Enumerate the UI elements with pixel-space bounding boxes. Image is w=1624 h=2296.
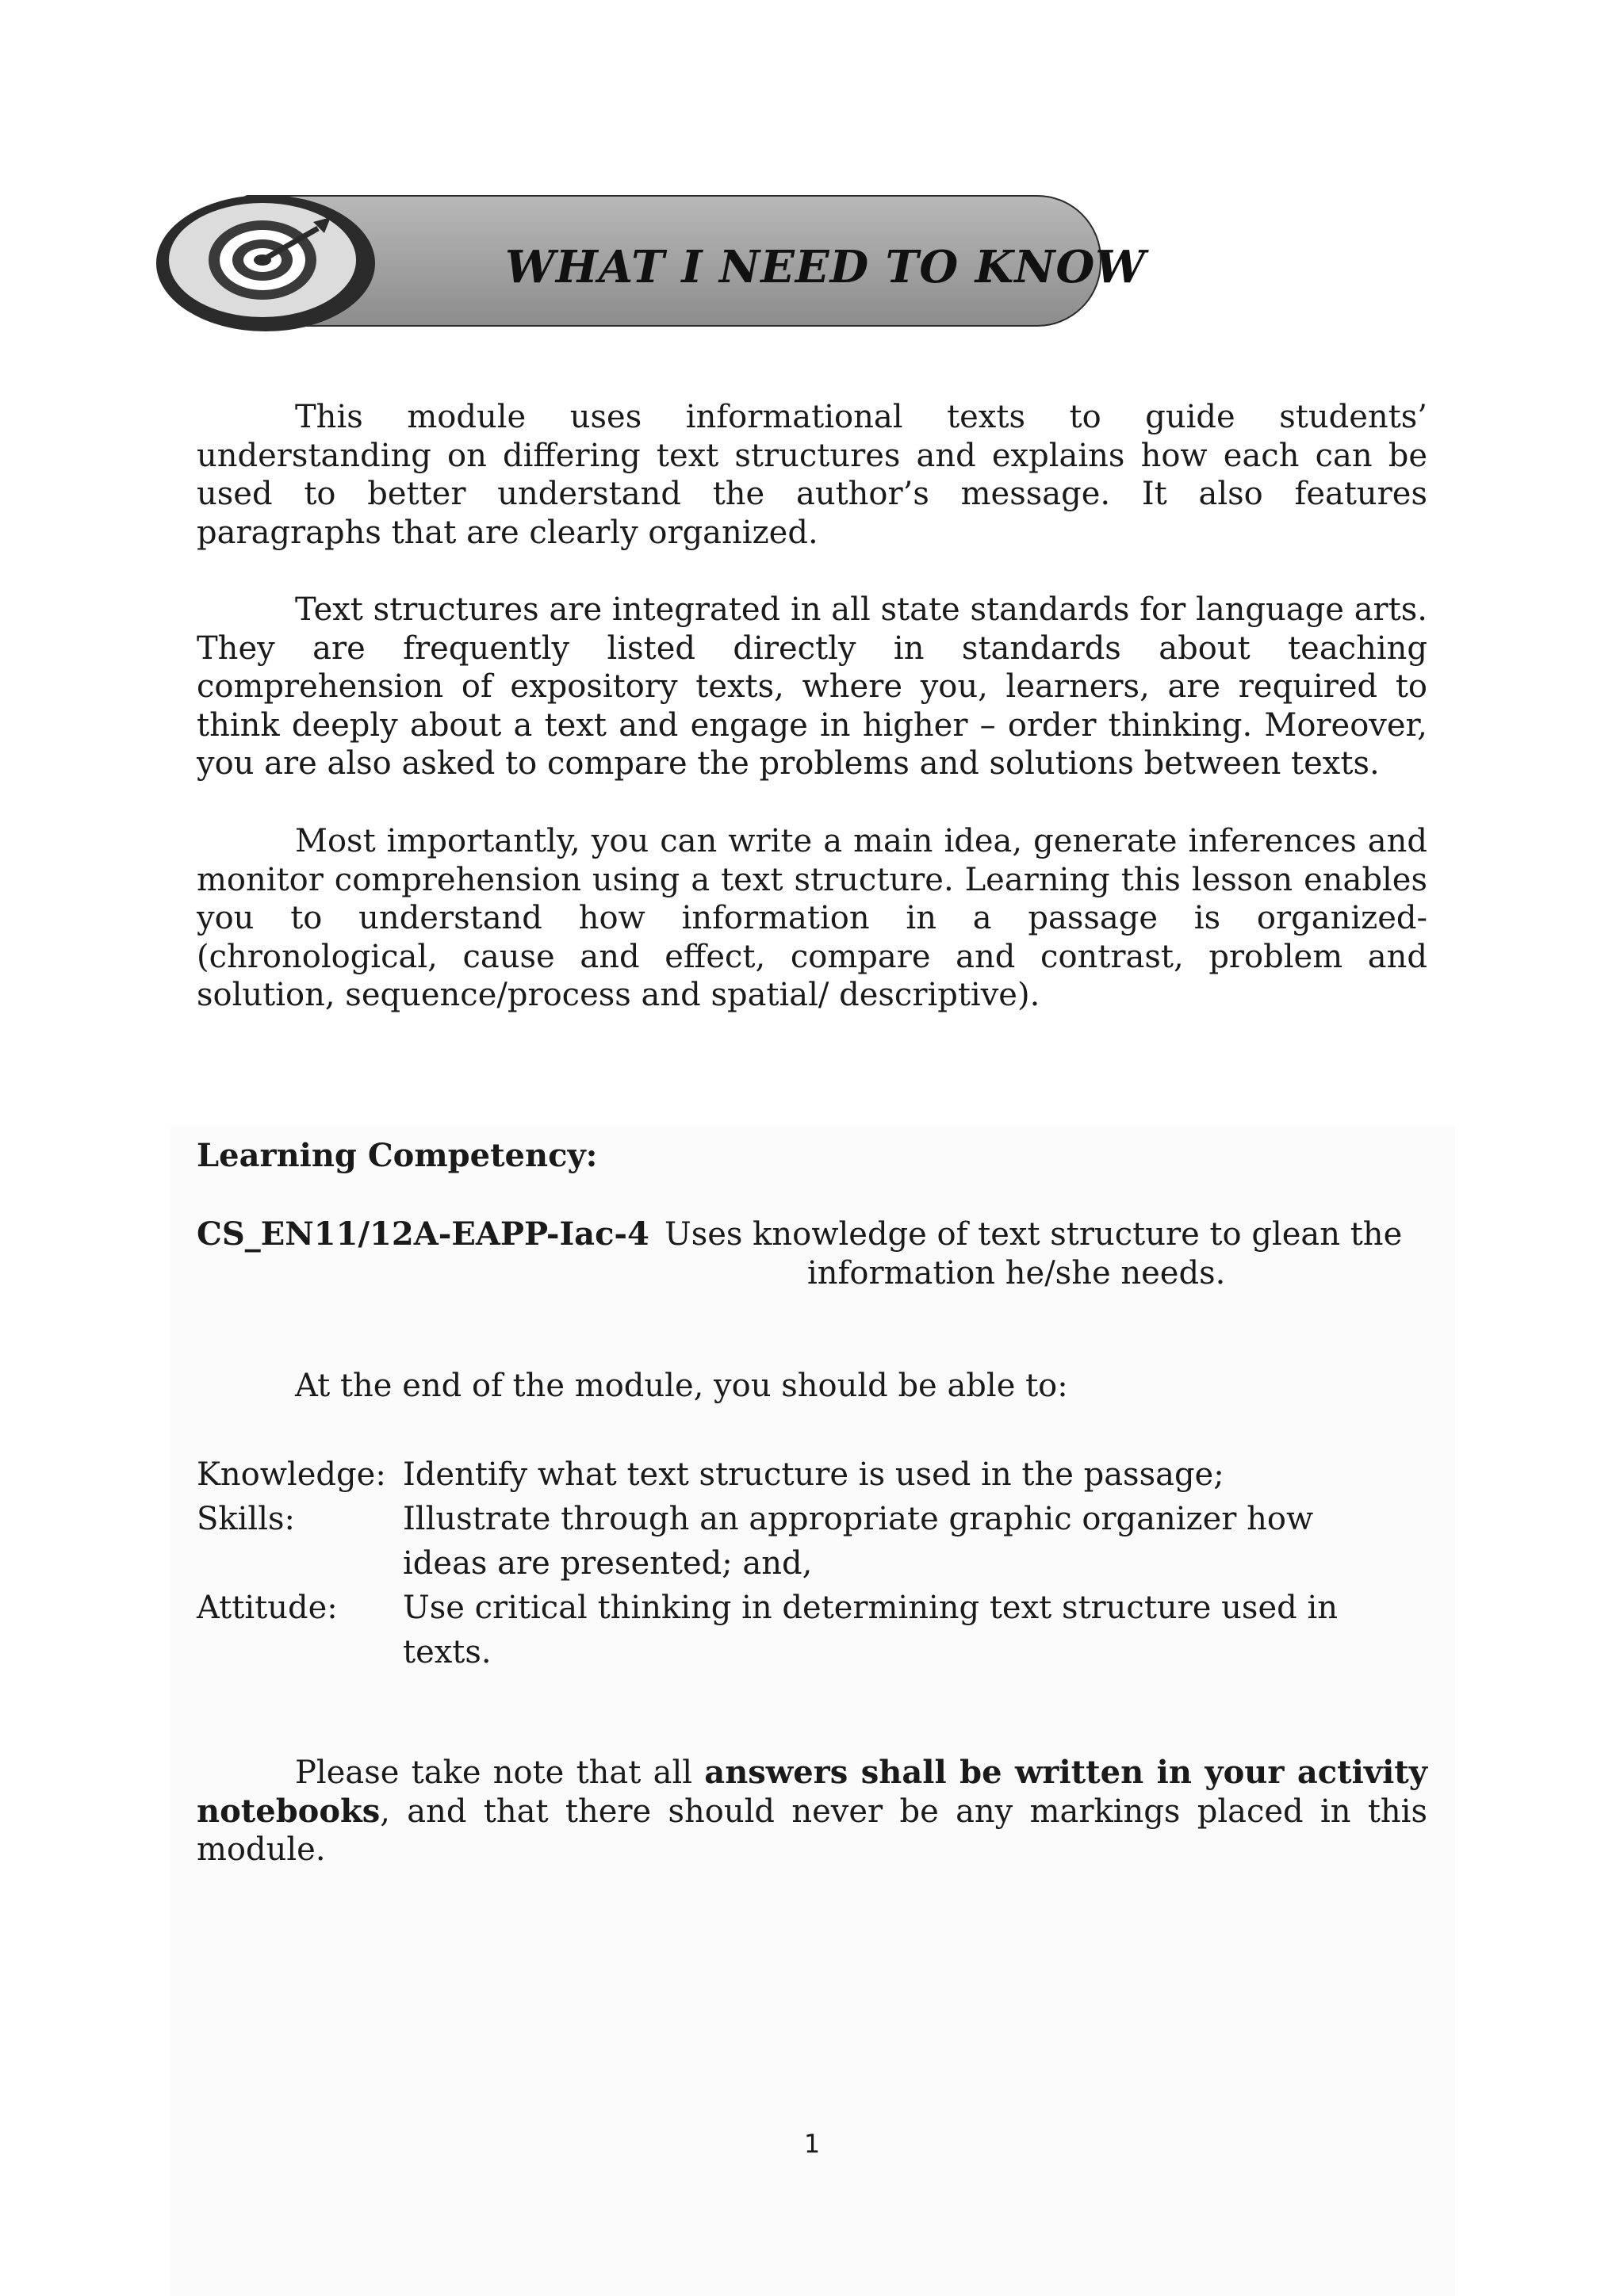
objective-text-attitude: Use critical thinking in determining text structure used in texts. xyxy=(403,1590,1339,1670)
intro-paragraph-1: This module uses informational texts to guide students’ understanding on differing text structures and explains how each can be used to better understand the author’s message. It also features paragraphs that are clearly organized. xyxy=(197,399,1427,551)
competency-line-2: information he/she needs. xyxy=(807,1255,1226,1292)
banner-title: WHAT I NEED TO KNOW xyxy=(505,241,1147,293)
objective-label-knowledge: Knowledge: xyxy=(197,1456,386,1493)
competency-heading: Learning Competency: xyxy=(197,1137,598,1174)
target-icon xyxy=(155,190,385,333)
note-emphasis: answers shall be written in your activity notebooks xyxy=(197,1754,1427,1830)
intro-paragraph-2: Text structures are integrated in all state standards for language arts. They are frequently listed directly in standards about teaching comprehension of expository texts, where you, learners, are required to think deeply about a text and engage in higher – order thinking. Moreover, you are also asked to compare the problems and solutions between texts. xyxy=(197,591,1427,783)
page-shade xyxy=(170,1126,1455,2296)
intro-paragraph-3: Most importantly, you can write a main idea, generate inferences and monitor comprehension using a text structure. Learning this lesson enables you to understand how information in a passage is organized- (chronological, cause and effect, compare and contrast, problem and solution, sequence/process and spatial/ descriptive). xyxy=(197,823,1427,1014)
section-banner xyxy=(155,190,1147,333)
objective-text-knowledge: Identify what text structure is used in the passage; xyxy=(403,1456,1224,1493)
page-number: 1 xyxy=(803,2129,821,2159)
objective-label-attitude: Attitude: xyxy=(197,1590,338,1626)
competency-description xyxy=(665,1215,1410,1293)
competency-code: CS_EN11/12A-EAPP-Iac-4 xyxy=(197,1215,649,1253)
objectives-intro: At the end of the module, you should be able to: xyxy=(295,1368,1068,1404)
competency-line-1: Uses knowledge of text structure to glean the xyxy=(665,1216,1403,1253)
objective-text-skills: Illustrate through an appropriate graphic organizer how ideas are presented; and, xyxy=(403,1501,1314,1582)
note-paragraph: Please take note that all answers shall be written in your activity notebooks, and that there should never be any markings placed in this module. xyxy=(197,1754,1427,1869)
objective-label-skills: Skills: xyxy=(197,1501,296,1537)
